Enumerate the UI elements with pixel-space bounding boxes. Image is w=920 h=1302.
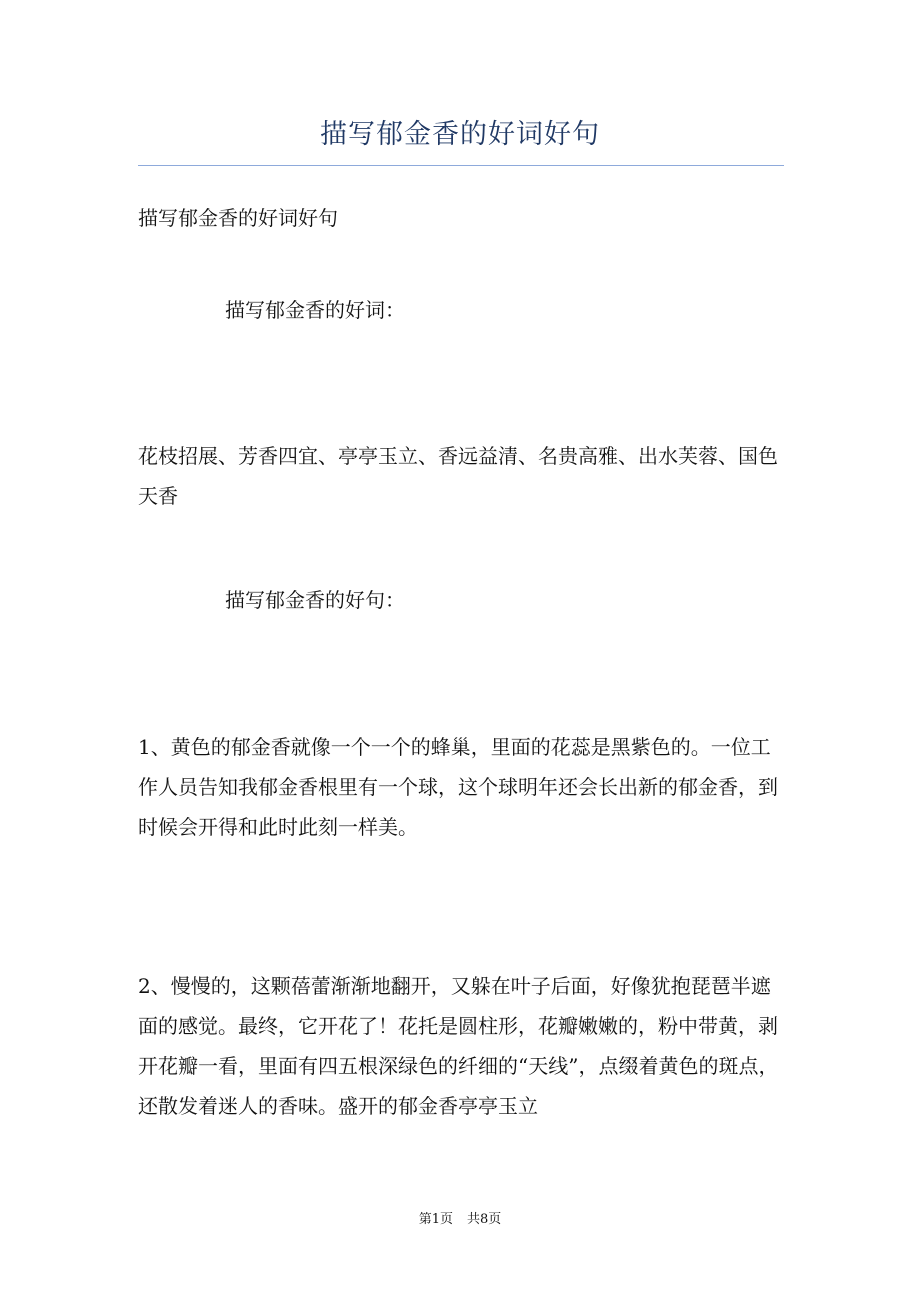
page-footer	[0, 1208, 920, 1227]
page-title: 描写郁金香的好词好句	[320, 119, 600, 150]
title-divider	[138, 165, 784, 166]
words-paragraph: 花枝招展、芳香四宜、亭亭玉立、香远益清、名贵高雅、出水芙蓉、国色天香	[138, 444, 778, 508]
sentence-paragraph-1: 1、黄色的郁金香就像一个一个的蜂巢，里面的花蕊是黑紫色的。一位工作人员告知我郁金香根里有一个球，这个球明年还会长出新的郁金香，到时候会开得和此时此刻一样美。	[138, 735, 778, 839]
page-total: 共8页	[467, 1212, 502, 1227]
sentence-paragraph-2: 2、慢慢的，这颗蓓蕾渐渐地翻开，又躲在叶子后面，好像犹抱琵琶半遮面的感觉。最终，它开花了！花托是圆柱形，花瓣嫩嫩的，粉中带黄，剥开花瓣一看，里面有四五根深绿色的纤细的“天线”，点缀着黄色的斑点，还散发着迷人的香味。盛开的郁金香亭亭玉立	[138, 974, 779, 1118]
document-subtitle: 描写郁金香的好词好句	[138, 206, 338, 230]
words-heading: 描写郁金香的好词：	[225, 298, 405, 322]
page-number: 第1页	[418, 1212, 453, 1227]
sentences-heading: 描写郁金香的好句：	[225, 588, 405, 612]
